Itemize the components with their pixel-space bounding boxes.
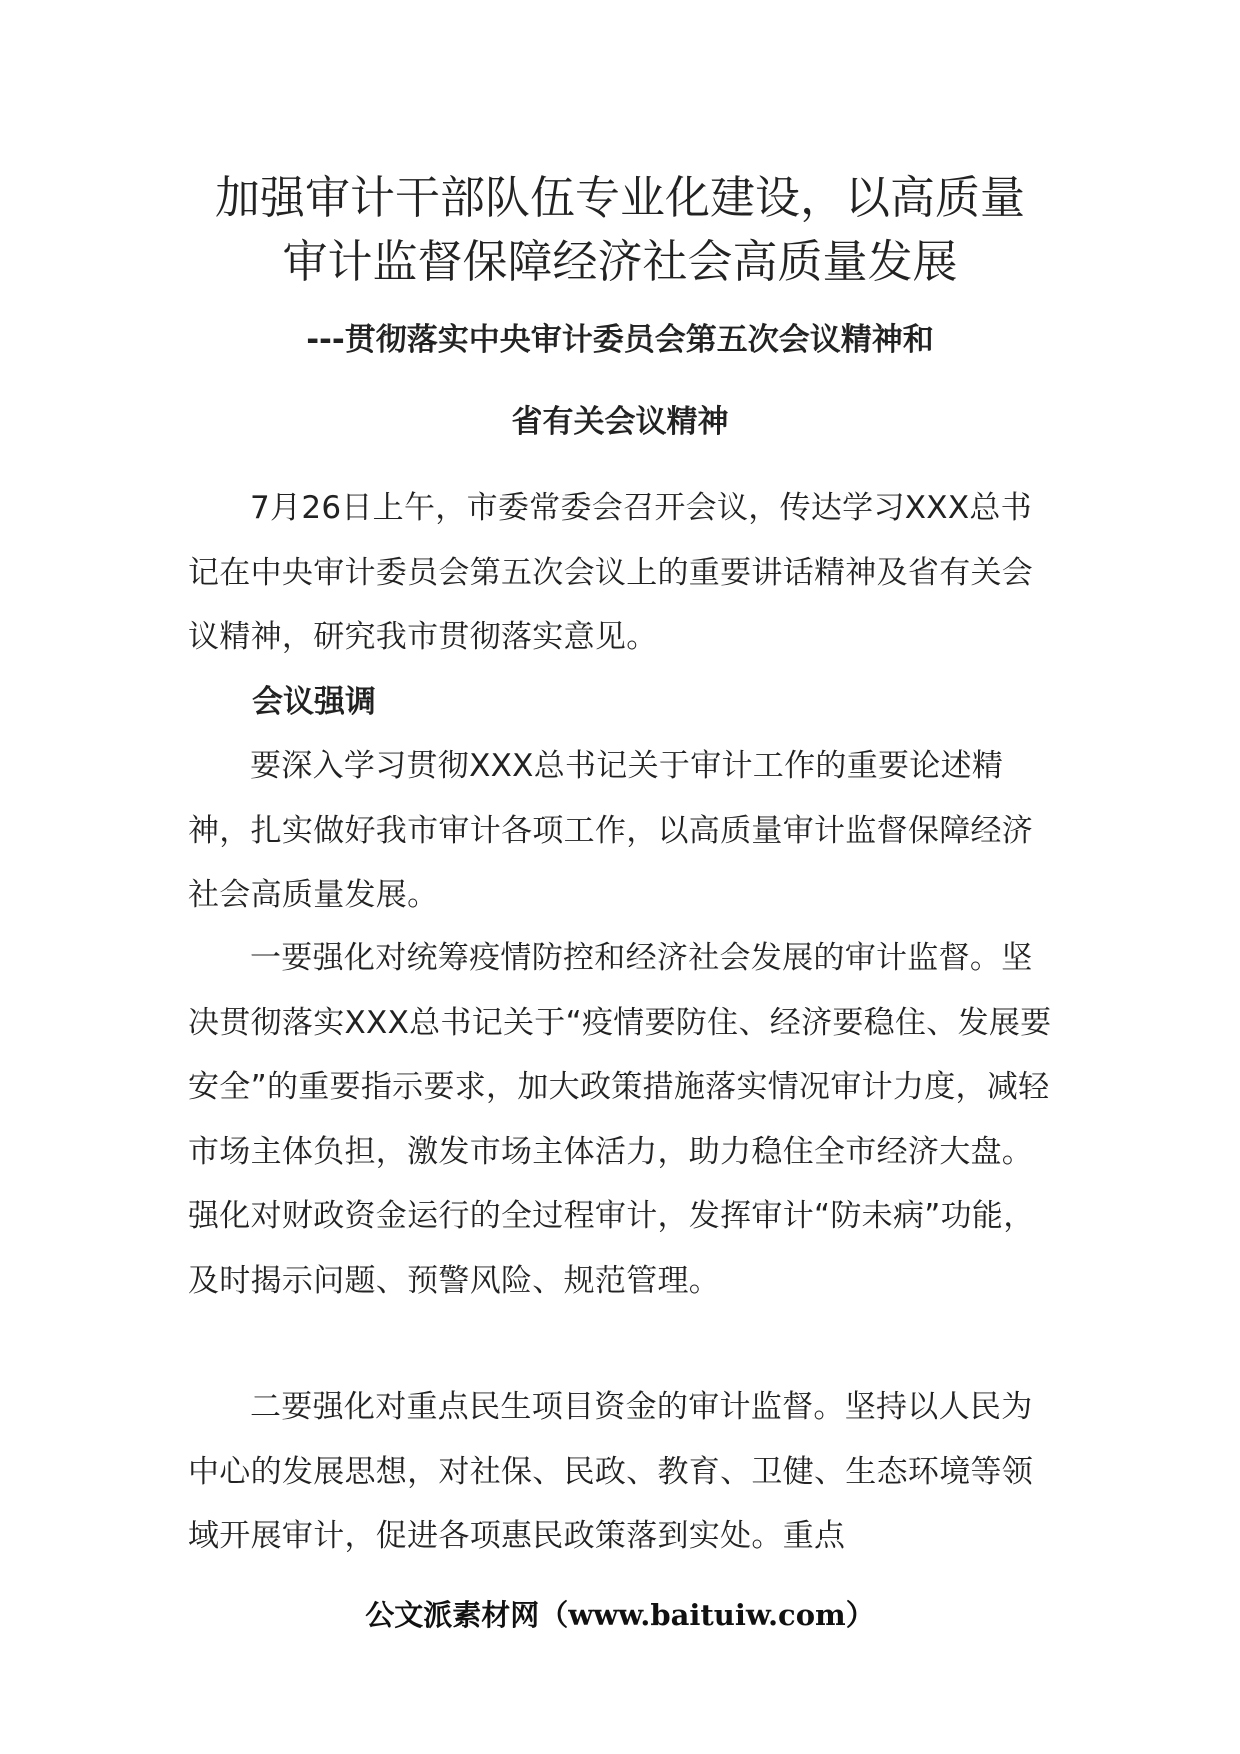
document-title-line-1: 加强审计干部队伍专业化建设，以高质量 (214, 171, 1025, 224)
document-title-line-2: 审计监督保障经济社会高质量发展 (282, 235, 958, 288)
document-subtitle-line-1: ---贯彻落实中央审计委员会第五次会议精神和 (306, 322, 934, 358)
paragraph-point-one: 一要强化对统筹疫情防控和经济社会发展的审计监督。坚决贯彻落实XXX总书记关于“疫情要防住、经济要稳住、发展要安全”的重要指示要求，加大政策措施落实情况审计力度，减轻市场主体负担，激发市场主体活力，助力稳住全市经济大盘。强化对财政资金运行的全过程审计，发挥审计“防未病”功能，及时揭示问题、预警风险、规范管理。 (188, 940, 1052, 1299)
paragraph-requirement: 要深入学习贯彻XXX总书记关于审计工作的重要论述精神，扎实做好我市审计各项工作，以高质量审计监督保障经济社会高质量发展。 (188, 748, 1034, 913)
section-heading: 会议强调 (252, 684, 376, 720)
footer-source: 公文派素材网（www.baituiw.com） (365, 1598, 875, 1632)
paragraph-intro: 7月26日上午，市委常委会召开会议，传达学习XXX总书记在中央审计委员会第五次会议上的重要讲话精神及省有关会议精神，研究我市贯彻落实意见。 (188, 490, 1034, 655)
paragraph-point-two: 二要强化对重点民生项目资金的审计监督。坚持以人民为中心的发展思想，对社保、民政、教育、卫健、生态环境等领域开展审计，促进各项惠民政策落到实处。重点 (188, 1389, 1034, 1554)
document-subtitle-line-2: 省有关会议精神 (511, 404, 729, 440)
